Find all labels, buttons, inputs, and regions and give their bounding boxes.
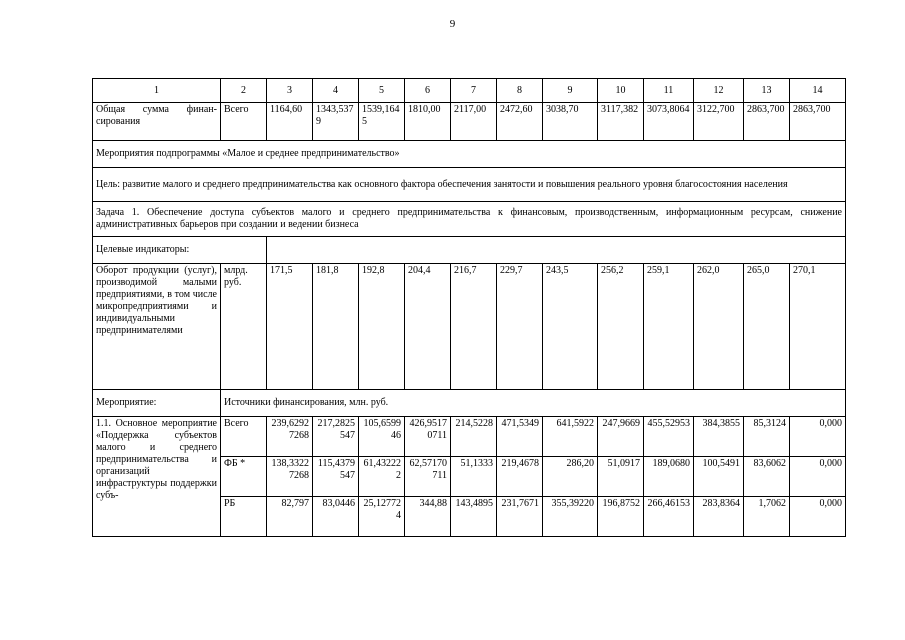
measure-value: 143,4895 (451, 497, 497, 537)
indicator-value: 192,8 (359, 264, 405, 390)
measure-unit: ФБ * (221, 457, 267, 497)
indicator-value: 243,5 (543, 264, 598, 390)
measure-value: 25,127724 (359, 497, 405, 537)
total-financing-label: Общая сумма финан-сирования (93, 103, 221, 141)
column-number: 3 (267, 79, 313, 103)
page-number: 9 (449, 18, 456, 30)
total-value: 2863,700 (790, 103, 846, 141)
measure-unit: РБ (221, 497, 267, 537)
measure-value: 105,659946 (359, 417, 405, 457)
measure-value: 82,797 (267, 497, 313, 537)
indicator-value: 265,0 (744, 264, 790, 390)
measure-value: 83,0446 (313, 497, 359, 537)
section-title: Мероприятия подпрограммы «Малое и среднее предпринимательство» (93, 141, 846, 168)
indicator-row (93, 264, 846, 390)
measure-value: 61,432222 (359, 457, 405, 497)
indicator-value: 262,0 (694, 264, 744, 390)
column-number: 13 (744, 79, 790, 103)
measure-value: 426,95170711 (405, 417, 451, 457)
measure-value: 455,52953 (644, 417, 694, 457)
indicator-value: 216,7 (451, 264, 497, 390)
goal-text: Цель: развитие малого и среднего предпринимательства как основного фактора обеспечения занятости и повышения реального уровня благосостояния населения (93, 168, 846, 202)
total-financing-unit: Всего (221, 103, 267, 141)
measure-value: 85,3124 (744, 417, 790, 457)
measure-value: 217,2825547 (313, 417, 359, 457)
indicator-value: 270,1 (790, 264, 846, 390)
indicator-value: 229,7 (497, 264, 543, 390)
measure-value: 83,6062 (744, 457, 790, 497)
measure-header-row (93, 390, 846, 417)
total-financing-row (93, 103, 846, 141)
indicator-value: 259,1 (644, 264, 694, 390)
measure-value: 51,1333 (451, 457, 497, 497)
measure-value: 214,5228 (451, 417, 497, 457)
total-value: 2863,700 (744, 103, 790, 141)
indicator-label: Оборот продукции (услуг), производимой малыми предприятиями, в том числе микропредприятиями и индивидуальными предпринимателями (93, 264, 221, 390)
indicator-value: 181,8 (313, 264, 359, 390)
column-number: 1 (93, 79, 221, 103)
measure-value: 471,5349 (497, 417, 543, 457)
measure-value: 196,8752 (598, 497, 644, 537)
measure-value: 283,8364 (694, 497, 744, 537)
measure-total-row (93, 417, 846, 457)
measure-value: 100,5491 (694, 457, 744, 497)
total-value: 2472,60 (497, 103, 543, 141)
column-number: 7 (451, 79, 497, 103)
sources-label: Источники финансирования, млн. руб. (221, 390, 846, 417)
measure-value: 641,5922 (543, 417, 598, 457)
measure-value: 247,9669 (598, 417, 644, 457)
measure-value: 138,33227268 (267, 457, 313, 497)
column-number: 5 (359, 79, 405, 103)
measure-value: 0,000 (790, 457, 846, 497)
measure-value: 239,62927268 (267, 417, 313, 457)
goal-row (93, 168, 846, 202)
measure-value: 384,3855 (694, 417, 744, 457)
indicators-empty-cell (267, 237, 846, 264)
total-value: 3073,8064 (644, 103, 694, 141)
total-value: 3122,700 (694, 103, 744, 141)
column-number-row (93, 79, 846, 103)
measure-value: 62,57170711 (405, 457, 451, 497)
financing-table (92, 78, 846, 537)
measure-value: 115,4379547 (313, 457, 359, 497)
indicator-unit: млрд. руб. (221, 264, 267, 390)
indicators-label: Целевые индикаторы: (93, 237, 267, 264)
column-number: 11 (644, 79, 694, 103)
measure-value: 0,000 (790, 497, 846, 537)
measure-label-text: 1.1. Основное мероприятие «Поддержка субъектов малого и среднего предпринимательства и организаций инфраструктуры поддержки субъ- (93, 417, 221, 537)
measure-value: 355,39220 (543, 497, 598, 537)
measure-value: 1,7062 (744, 497, 790, 537)
total-value: 1343,5379 (313, 103, 359, 141)
measure-value: 0,000 (790, 417, 846, 457)
column-number: 12 (694, 79, 744, 103)
column-number: 8 (497, 79, 543, 103)
task-row (93, 202, 846, 237)
total-value: 1810,00 (405, 103, 451, 141)
measure-label: Мероприятие: (93, 390, 221, 417)
total-value: 3117,382 (598, 103, 644, 141)
column-number: 4 (313, 79, 359, 103)
measure-value: 51,0917 (598, 457, 644, 497)
total-value: 1164,60 (267, 103, 313, 141)
measure-value: 266,46153 (644, 497, 694, 537)
column-number: 10 (598, 79, 644, 103)
total-value: 2117,00 (451, 103, 497, 141)
indicator-value: 171,5 (267, 264, 313, 390)
measure-value: 286,20 (543, 457, 598, 497)
measure-unit: Всего (221, 417, 267, 457)
indicator-value: 256,2 (598, 264, 644, 390)
measure-value: 231,7671 (497, 497, 543, 537)
total-value: 3038,70 (543, 103, 598, 141)
total-value: 1539,1645 (359, 103, 405, 141)
measure-value: 219,4678 (497, 457, 543, 497)
measure-value: 344,88 (405, 497, 451, 537)
column-number: 2 (221, 79, 267, 103)
column-number: 9 (543, 79, 598, 103)
section-title-row (93, 141, 846, 168)
task-text: Задача 1. Обеспечение доступа субъектов малого и среднего предпринимательства к финансовым, производственным, информационным ресурсам, снижение административных барьеров при создании и ведении бизнеса (93, 202, 846, 237)
column-number: 6 (405, 79, 451, 103)
column-number: 14 (790, 79, 846, 103)
indicators-header-row (93, 237, 846, 264)
measure-value: 189,0680 (644, 457, 694, 497)
indicator-value: 204,4 (405, 264, 451, 390)
